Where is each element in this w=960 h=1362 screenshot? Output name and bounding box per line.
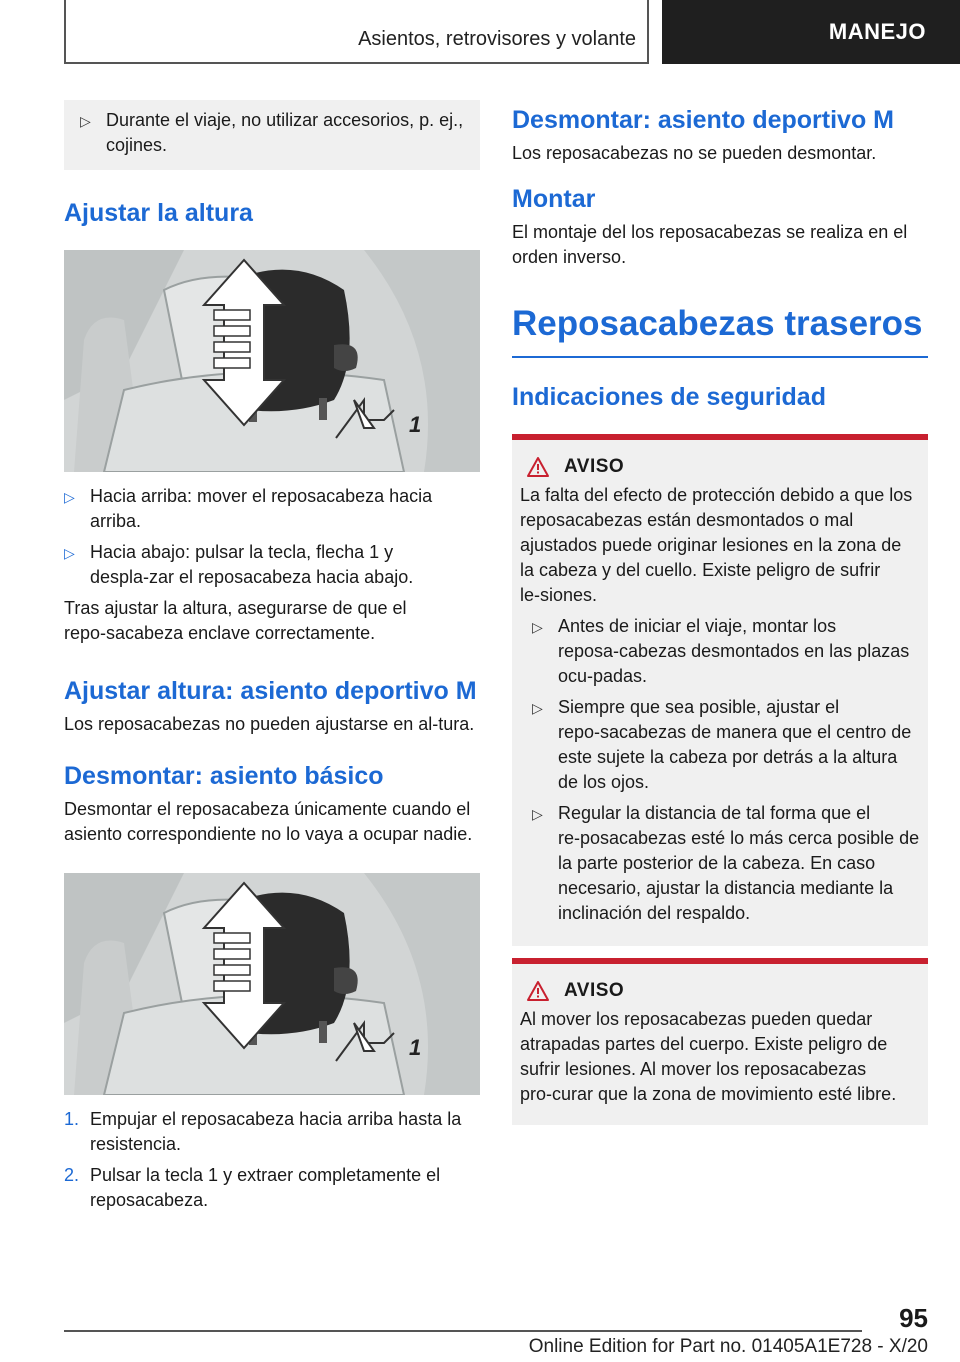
triangle-bullet-icon: ▷ (64, 489, 75, 505)
heading-height-sport: Ajustar altura: asiento deportivo M (64, 677, 477, 705)
height-after-text: Tras ajustar la altura, asegurarse de que el repo‑sacabeza enclave correctamente. (64, 598, 407, 643)
header-chapter-label: MANEJO (828, 19, 926, 44)
figure-2-callout: 1 (409, 1035, 422, 1060)
mount-text: El montaje del los reposacabezas se realiza en el orden inverso. (512, 222, 908, 267)
left-column (64, 100, 480, 1219)
warning-box-2 (512, 958, 928, 1125)
list-item: ▷ Antes de iniciar el viaje, montar los reposa‑cabezas desmontados en las plazas ocu‑padas. (532, 614, 920, 689)
heading-rear-headrests: Reposacabezas traseros (512, 304, 923, 343)
header-chapter-tab (662, 0, 960, 64)
headrest-figure-1 (64, 250, 480, 472)
list-item: 2. Pulsar la tecla 1 y extraer completamente el reposacabeza. (64, 1165, 441, 1210)
warning-header (526, 978, 920, 1003)
warning-text: La falta del efecto de protección debido a que los reposacabezas están desmontados o mal ajustados puede originar lesiones en la zona de la cabeza y del cuello. Existe peligro de sufrir le‑siones. (520, 485, 913, 605)
header-mid-rule (647, 0, 649, 64)
warning-bullets (532, 614, 920, 926)
heading-mount: Montar (512, 185, 596, 213)
note-bullet-text: Durante el viaje, no utilizar accesorios, p. ej., cojines. (106, 110, 464, 155)
triangle-bullet-icon: ▷ (532, 806, 543, 822)
list-item: 1. Empujar el reposacabeza hacia arriba hasta la resistencia. (64, 1109, 462, 1154)
heading-safety: Indicaciones de seguridad (512, 383, 826, 411)
warning-triangle-icon (526, 456, 550, 478)
list-item: ▷ Siempre que sea posible, ajustar el repo‑sacabezas de manera que el centro de este sujete la cabeza por detrás a la altura de los ojos. (532, 695, 920, 795)
heading-rule (512, 356, 928, 358)
warning-title: AVISO (564, 456, 625, 477)
headrest-illustration-1 (64, 250, 480, 472)
header-section-title: Asientos, retrovisores y volante (358, 28, 636, 50)
warning-box-1 (512, 434, 928, 946)
triangle-bullet-icon: ▷ (80, 113, 91, 129)
height-bullets (64, 484, 480, 590)
note-bullet (80, 108, 468, 158)
figure-1-callout: 1 (409, 412, 422, 437)
triangle-bullet-icon: ▷ (64, 545, 75, 561)
heading-adjust-height: Ajustar la altura (64, 199, 253, 227)
heading-remove-basic: Desmontar: asiento básico (64, 762, 384, 790)
remove-basic-text: Desmontar el reposacabeza únicamente cuando el asiento correspondiente no lo vaya a ocupar nadie. (64, 799, 473, 844)
footer-rule (64, 1330, 862, 1332)
note-box (64, 100, 480, 170)
list-item: ▷ Hacia abajo: pulsar la tecla, flecha 1 y despla‑zar el reposacabeza hacia abajo. (64, 540, 480, 590)
list-item: ▷ Hacia arriba: mover el reposacabeza hacia arriba. (64, 484, 480, 534)
triangle-bullet-icon: ▷ (532, 619, 543, 635)
heading-remove-sport: Desmontar: asiento deportivo M (512, 106, 894, 134)
remove-sport-text: Los reposacabezas no se pueden desmontar. (512, 143, 877, 163)
height-sport-text: Los reposacabezas no pueden ajustarse en al‑tura. (64, 714, 475, 734)
warning-title: AVISO (564, 980, 625, 1001)
warning-text: Al mover los reposacabezas pueden quedar atrapadas partes del cuerpo. Existe peligro de sufrir lesiones. Al mover los reposacabezas pro‑curar que la zona de movimiento esté libre. (520, 1009, 897, 1104)
triangle-bullet-icon: ▷ (532, 700, 543, 716)
warning-header (526, 454, 920, 479)
footer-edition: Online Edition for Part no. 01405A1E728 - X/20 (528, 1336, 928, 1357)
list-item: ▷ Regular la distancia de tal forma que el re‑posacabezas esté lo más cerca posible de la parte posterior de la cabeza. En caso necesario, ajustar la distancia mediante la inclinación del respaldo. (532, 801, 920, 926)
headrest-illustration-2 (64, 873, 480, 1095)
remove-steps (64, 1107, 480, 1213)
right-column (512, 100, 928, 1125)
page-number: 95 (899, 1303, 928, 1333)
headrest-figure-2 (64, 873, 480, 1095)
header-bottom-rule (64, 62, 649, 64)
warning-triangle-icon (526, 980, 550, 1002)
